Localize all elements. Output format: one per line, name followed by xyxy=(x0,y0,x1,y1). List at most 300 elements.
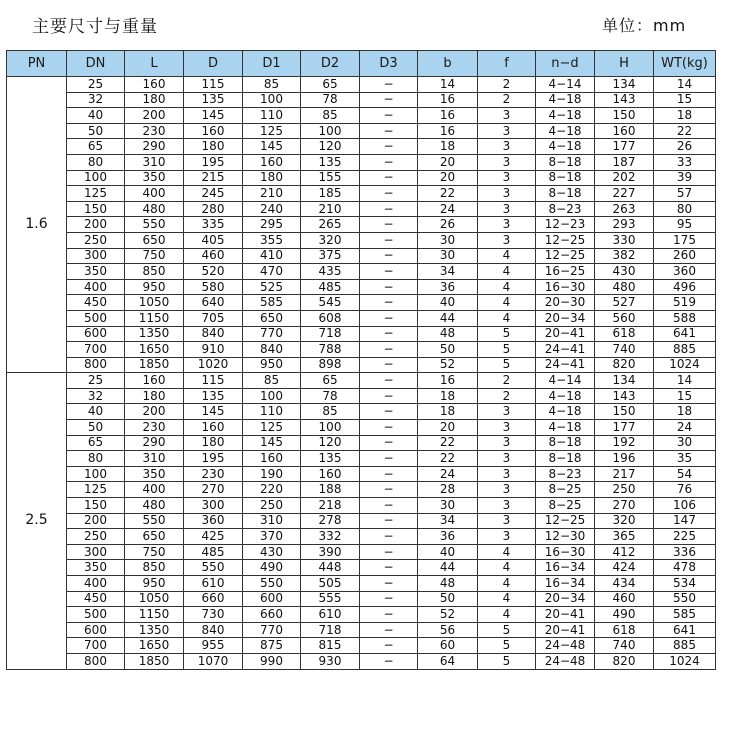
table-cell: 210 xyxy=(301,201,360,217)
table-cell: 650 xyxy=(125,232,184,248)
table-cell: 22 xyxy=(418,435,478,451)
table-cell: 80 xyxy=(67,154,125,170)
table-cell: 60 xyxy=(418,638,478,654)
table-cell: 57 xyxy=(654,186,716,202)
table-cell: 3 xyxy=(478,451,536,467)
table-cell: 8−25 xyxy=(536,498,595,514)
table-cell: 300 xyxy=(67,544,125,560)
table-cell: − xyxy=(360,170,418,186)
table-cell: 4−14 xyxy=(536,77,595,93)
table-cell: 39 xyxy=(654,170,716,186)
table-cell: − xyxy=(360,451,418,467)
table-cell: − xyxy=(360,357,418,373)
table-cell: 20−41 xyxy=(536,326,595,342)
table-cell: 30 xyxy=(418,248,478,264)
column-header: b xyxy=(418,51,478,77)
table-cell: 519 xyxy=(654,295,716,311)
table-cell: 820 xyxy=(595,653,654,669)
table-cell: 16−25 xyxy=(536,264,595,280)
table-cell: 160 xyxy=(301,466,360,482)
table-cell: 65 xyxy=(67,435,125,451)
table-cell: 24 xyxy=(418,466,478,482)
table-row xyxy=(7,482,716,498)
table-cell: 300 xyxy=(184,498,243,514)
table-cell: 360 xyxy=(184,513,243,529)
table-cell: 460 xyxy=(595,591,654,607)
table-cell: 8−18 xyxy=(536,170,595,186)
table-cell: 850 xyxy=(125,264,184,280)
table-cell: 200 xyxy=(125,108,184,124)
table-row xyxy=(7,544,716,560)
table-cell: 12−23 xyxy=(536,217,595,233)
table-row xyxy=(7,622,716,638)
table-cell: 8−23 xyxy=(536,201,595,217)
table-row xyxy=(7,295,716,311)
table-row xyxy=(7,529,716,545)
table-cell: 106 xyxy=(654,498,716,514)
table-cell: 202 xyxy=(595,170,654,186)
table-row xyxy=(7,342,716,358)
table-cell: − xyxy=(360,388,418,404)
table-cell: 64 xyxy=(418,653,478,669)
table-cell: 5 xyxy=(478,638,536,654)
table-row xyxy=(7,420,716,436)
table-cell: 135 xyxy=(301,451,360,467)
table-cell: − xyxy=(360,310,418,326)
table-cell: 188 xyxy=(301,482,360,498)
table-cell: 30 xyxy=(418,498,478,514)
table-cell: 18 xyxy=(418,388,478,404)
table-cell: 135 xyxy=(184,388,243,404)
table-cell: 177 xyxy=(595,420,654,436)
table-cell: − xyxy=(360,123,418,139)
table-cell: 52 xyxy=(418,607,478,623)
column-header: WT(kg) xyxy=(654,51,716,77)
table-cell: 100 xyxy=(301,420,360,436)
table-cell: 12−25 xyxy=(536,513,595,529)
table-cell: 36 xyxy=(418,529,478,545)
table-cell: 145 xyxy=(243,139,301,155)
table-cell: 412 xyxy=(595,544,654,560)
table-cell: 3 xyxy=(478,513,536,529)
table-cell: 1850 xyxy=(125,653,184,669)
table-cell: 788 xyxy=(301,342,360,358)
table-cell: 4−18 xyxy=(536,139,595,155)
table-cell: 290 xyxy=(125,435,184,451)
table-cell: 840 xyxy=(243,342,301,358)
table-cell: 470 xyxy=(243,264,301,280)
table-cell: 4−14 xyxy=(536,373,595,389)
table-cell: 54 xyxy=(654,466,716,482)
table-cell: 770 xyxy=(243,622,301,638)
table-cell: 125 xyxy=(67,186,125,202)
table-cell: 34 xyxy=(418,513,478,529)
table-cell: 640 xyxy=(184,295,243,311)
table-cell: 300 xyxy=(67,248,125,264)
table-row xyxy=(7,264,716,280)
table-cell: 8−18 xyxy=(536,186,595,202)
table-row xyxy=(7,326,716,342)
table-cell: 1150 xyxy=(125,607,184,623)
table-cell: 3 xyxy=(478,232,536,248)
table-cell: 48 xyxy=(418,326,478,342)
table-cell: 490 xyxy=(243,560,301,576)
table-cell: 160 xyxy=(125,77,184,93)
table-row xyxy=(7,373,716,389)
table-cell: 32 xyxy=(67,92,125,108)
table-row xyxy=(7,357,716,373)
table-cell: 750 xyxy=(125,248,184,264)
table-cell: 550 xyxy=(125,513,184,529)
table-cell: 290 xyxy=(125,139,184,155)
table-cell: 185 xyxy=(301,186,360,202)
table-cell: 4 xyxy=(478,248,536,264)
table-cell: 820 xyxy=(595,357,654,373)
table-cell: 850 xyxy=(125,560,184,576)
table-row xyxy=(7,435,716,451)
table-cell: 650 xyxy=(243,310,301,326)
table-cell: 4−18 xyxy=(536,123,595,139)
table-cell: 370 xyxy=(243,529,301,545)
table-cell: 600 xyxy=(67,326,125,342)
table-cell: 485 xyxy=(184,544,243,560)
table-cell: 14 xyxy=(418,77,478,93)
table-cell: − xyxy=(360,513,418,529)
table-cell: 195 xyxy=(184,154,243,170)
table-cell: 35 xyxy=(654,451,716,467)
table-cell: 730 xyxy=(184,607,243,623)
table-cell: 278 xyxy=(301,513,360,529)
table-cell: 885 xyxy=(654,342,716,358)
table-cell: − xyxy=(360,591,418,607)
table-cell: 217 xyxy=(595,466,654,482)
table-cell: 424 xyxy=(595,560,654,576)
table-cell: 225 xyxy=(654,529,716,545)
table-cell: 505 xyxy=(301,576,360,592)
table-cell: 718 xyxy=(301,326,360,342)
table-cell: 770 xyxy=(243,326,301,342)
table-cell: − xyxy=(360,326,418,342)
table-cell: − xyxy=(360,248,418,264)
table-cell: 15 xyxy=(654,388,716,404)
table-cell: 16 xyxy=(418,123,478,139)
table-cell: 16−34 xyxy=(536,560,595,576)
table-cell: − xyxy=(360,373,418,389)
table-cell: 1350 xyxy=(125,622,184,638)
table-cell: 24−41 xyxy=(536,342,595,358)
table-cell: 4−18 xyxy=(536,404,595,420)
table-cell: 145 xyxy=(243,435,301,451)
table-cell: 115 xyxy=(184,77,243,93)
table-cell: 220 xyxy=(243,482,301,498)
table-cell: 430 xyxy=(595,264,654,280)
table-cell: 330 xyxy=(595,232,654,248)
table-cell: − xyxy=(360,77,418,93)
table-cell: 210 xyxy=(243,186,301,202)
table-cell: 192 xyxy=(595,435,654,451)
table-cell: 550 xyxy=(654,591,716,607)
table-cell: 425 xyxy=(184,529,243,545)
table-cell: 250 xyxy=(243,498,301,514)
table-cell: 12−30 xyxy=(536,529,595,545)
table-cell: 100 xyxy=(243,92,301,108)
table-cell: 160 xyxy=(595,123,654,139)
table-cell: 550 xyxy=(125,217,184,233)
table-cell: 160 xyxy=(243,154,301,170)
table-cell: − xyxy=(360,607,418,623)
table-cell: 135 xyxy=(184,92,243,108)
table-cell: 3 xyxy=(478,420,536,436)
table-cell: 16 xyxy=(418,108,478,124)
table-cell: 500 xyxy=(67,607,125,623)
table-cell: 32 xyxy=(67,388,125,404)
table-row xyxy=(7,607,716,623)
table-cell: 4 xyxy=(478,279,536,295)
table-cell: 134 xyxy=(595,373,654,389)
table-cell: 3 xyxy=(478,154,536,170)
table-cell: 20 xyxy=(418,170,478,186)
table-cell: 950 xyxy=(125,279,184,295)
table-cell: 485 xyxy=(301,279,360,295)
table-cell: 478 xyxy=(654,560,716,576)
table-cell: 310 xyxy=(125,154,184,170)
table-cell: 44 xyxy=(418,310,478,326)
table-cell: 56 xyxy=(418,622,478,638)
table-cell: 250 xyxy=(67,232,125,248)
table-cell: 150 xyxy=(595,404,654,420)
table-cell: 200 xyxy=(67,513,125,529)
table-row xyxy=(7,560,716,576)
table-cell: 260 xyxy=(654,248,716,264)
table-header-row xyxy=(7,51,716,77)
table-cell: 434 xyxy=(595,576,654,592)
table-cell: 175 xyxy=(654,232,716,248)
table-row xyxy=(7,248,716,264)
table-cell: 2 xyxy=(478,92,536,108)
table-cell: 8−23 xyxy=(536,466,595,482)
table-cell: 135 xyxy=(301,154,360,170)
table-cell: 3 xyxy=(478,170,536,186)
table-cell: 641 xyxy=(654,326,716,342)
table-cell: 500 xyxy=(67,310,125,326)
table-cell: 496 xyxy=(654,279,716,295)
table-cell: 26 xyxy=(418,217,478,233)
table-cell: 8−18 xyxy=(536,451,595,467)
table-cell: 310 xyxy=(243,513,301,529)
table-cell: 50 xyxy=(418,342,478,358)
table-cell: 100 xyxy=(67,170,125,186)
table-cell: 15 xyxy=(654,92,716,108)
table-cell: 5 xyxy=(478,622,536,638)
table-cell: 3 xyxy=(478,498,536,514)
table-cell: 560 xyxy=(595,310,654,326)
table-cell: 85 xyxy=(301,404,360,420)
table-cell: 22 xyxy=(418,186,478,202)
table-row xyxy=(7,451,716,467)
table-cell: 16−30 xyxy=(536,544,595,560)
table-cell: 120 xyxy=(301,139,360,155)
table-cell: − xyxy=(360,139,418,155)
table-cell: 660 xyxy=(184,591,243,607)
table-cell: 263 xyxy=(595,201,654,217)
table-cell: 24−41 xyxy=(536,357,595,373)
table-row xyxy=(7,77,716,93)
table-cell: 8−18 xyxy=(536,435,595,451)
table-cell: 28 xyxy=(418,482,478,498)
table-cell: 115 xyxy=(184,373,243,389)
table-cell: 50 xyxy=(67,123,125,139)
table-cell: 5 xyxy=(478,357,536,373)
table-cell: 3 xyxy=(478,435,536,451)
table-cell: 25 xyxy=(67,77,125,93)
table-cell: − xyxy=(360,154,418,170)
table-cell: 14 xyxy=(654,77,716,93)
table-cell: 618 xyxy=(595,326,654,342)
table-cell: 480 xyxy=(595,279,654,295)
column-header: L xyxy=(125,51,184,77)
table-row xyxy=(7,186,716,202)
table-row xyxy=(7,232,716,248)
table-cell: 400 xyxy=(67,576,125,592)
table-cell: 405 xyxy=(184,232,243,248)
table-cell: 24−48 xyxy=(536,653,595,669)
table-cell: 534 xyxy=(654,576,716,592)
table-cell: − xyxy=(360,466,418,482)
table-cell: 215 xyxy=(184,170,243,186)
table-cell: 350 xyxy=(125,170,184,186)
table-cell: 160 xyxy=(184,123,243,139)
table-cell: 155 xyxy=(301,170,360,186)
table-cell: − xyxy=(360,217,418,233)
table-cell: 295 xyxy=(243,217,301,233)
column-header: D2 xyxy=(301,51,360,77)
table-cell: 3 xyxy=(478,217,536,233)
table-cell: 585 xyxy=(654,607,716,623)
table-cell: 26 xyxy=(654,139,716,155)
table-cell: − xyxy=(360,295,418,311)
table-cell: 3 xyxy=(478,482,536,498)
table-cell: 700 xyxy=(67,638,125,654)
table-cell: 20−34 xyxy=(536,591,595,607)
table-cell: 5 xyxy=(478,326,536,342)
table-cell: 24−48 xyxy=(536,638,595,654)
table-cell: 80 xyxy=(654,201,716,217)
table-cell: 5 xyxy=(478,342,536,358)
table-cell: 180 xyxy=(125,92,184,108)
column-header: D xyxy=(184,51,243,77)
table-cell: 250 xyxy=(595,482,654,498)
table-cell: 160 xyxy=(243,451,301,467)
column-header: f xyxy=(478,51,536,77)
table-cell: 740 xyxy=(595,342,654,358)
table-cell: 580 xyxy=(184,279,243,295)
table-cell: 265 xyxy=(301,217,360,233)
table-cell: 336 xyxy=(654,544,716,560)
table-cell: 650 xyxy=(125,529,184,545)
table-cell: 160 xyxy=(125,373,184,389)
table-cell: 4−18 xyxy=(536,420,595,436)
table-cell: − xyxy=(360,404,418,420)
table-cell: 1150 xyxy=(125,310,184,326)
table-cell: 2 xyxy=(478,373,536,389)
table-cell: 14 xyxy=(654,373,716,389)
table-cell: 1024 xyxy=(654,653,716,669)
table-row xyxy=(7,513,716,529)
table-cell: 8−18 xyxy=(536,154,595,170)
table-cell: 588 xyxy=(654,310,716,326)
table-cell: 22 xyxy=(418,451,478,467)
table-cell: 18 xyxy=(418,139,478,155)
table-cell: 78 xyxy=(301,92,360,108)
table-cell: − xyxy=(360,279,418,295)
table-cell: 4 xyxy=(478,310,536,326)
table-cell: 150 xyxy=(67,201,125,217)
table-cell: 898 xyxy=(301,357,360,373)
table-cell: 2 xyxy=(478,77,536,93)
table-cell: 800 xyxy=(67,357,125,373)
table-cell: 555 xyxy=(301,591,360,607)
table-cell: 3 xyxy=(478,139,536,155)
table-cell: 930 xyxy=(301,653,360,669)
table-cell: 1024 xyxy=(654,357,716,373)
table-row xyxy=(7,576,716,592)
table-cell: 250 xyxy=(67,529,125,545)
table-cell: − xyxy=(360,482,418,498)
table-cell: 320 xyxy=(595,513,654,529)
table-cell: 990 xyxy=(243,653,301,669)
table-cell: 100 xyxy=(67,466,125,482)
table-cell: 335 xyxy=(184,217,243,233)
table-cell: 190 xyxy=(243,466,301,482)
table-cell: − xyxy=(360,529,418,545)
table-cell: 1350 xyxy=(125,326,184,342)
table-cell: 545 xyxy=(301,295,360,311)
table-cell: 195 xyxy=(184,451,243,467)
column-header: PN xyxy=(7,51,67,77)
table-cell: 550 xyxy=(243,576,301,592)
table-cell: 40 xyxy=(67,108,125,124)
table-row xyxy=(7,108,716,124)
table-row xyxy=(7,217,716,233)
table-cell: 143 xyxy=(595,92,654,108)
table-cell: 1070 xyxy=(184,653,243,669)
table-cell: 30 xyxy=(418,232,478,248)
table-cell: 400 xyxy=(125,482,184,498)
table-cell: 815 xyxy=(301,638,360,654)
table-cell: 76 xyxy=(654,482,716,498)
table-cell: 125 xyxy=(243,123,301,139)
table-row xyxy=(7,201,716,217)
table-row xyxy=(7,638,716,654)
table-cell: 50 xyxy=(67,420,125,436)
table-cell: 4 xyxy=(478,544,536,560)
table-body xyxy=(7,77,716,670)
table-cell: 40 xyxy=(418,544,478,560)
table-cell: 390 xyxy=(301,544,360,560)
table-cell: 1050 xyxy=(125,591,184,607)
table-row xyxy=(7,123,716,139)
table-cell: 2 xyxy=(478,388,536,404)
table-cell: 16−34 xyxy=(536,576,595,592)
table-cell: 78 xyxy=(301,388,360,404)
table-cell: 350 xyxy=(67,560,125,576)
table-cell: 270 xyxy=(595,498,654,514)
column-header: D1 xyxy=(243,51,301,77)
table-cell: 16 xyxy=(418,92,478,108)
table-cell: 3 xyxy=(478,404,536,420)
table-cell: − xyxy=(360,232,418,248)
table-cell: 350 xyxy=(67,264,125,280)
